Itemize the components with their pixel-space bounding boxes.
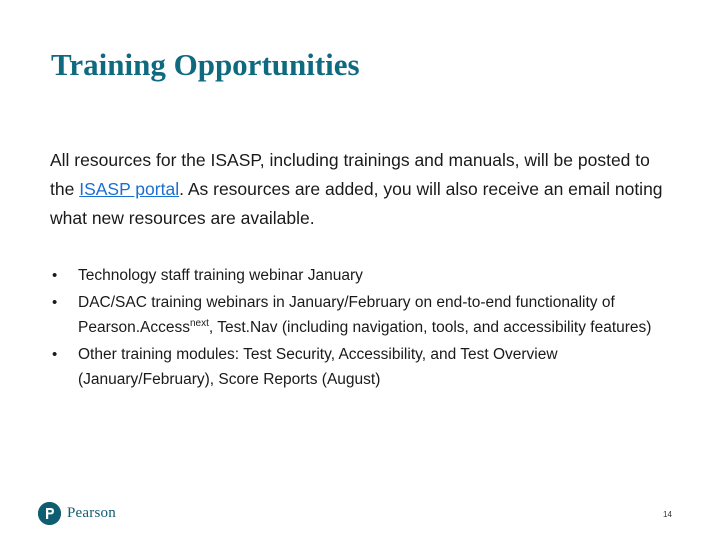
bullet-text-continued: , Test.Nav (including navigation, tools, and accessibility features) — [208, 319, 652, 336]
intro-text-before-link: All resources for the ISASP, including trainings and manuals, will be posted to the — [50, 150, 650, 199]
list-item — [50, 342, 690, 393]
bullet-icon: • — [52, 345, 58, 363]
bullet-text: DAC/SAC training webinars in January/February on end-to-end functionality of Pearson.Access — [78, 293, 615, 336]
pearson-logo-icon — [38, 502, 61, 525]
intro-text-after-link: . As resources are added, you will also receive an email noting what new resources are available. — [50, 179, 663, 228]
bullet-icon: • — [52, 293, 58, 311]
superscript-next: next — [190, 318, 209, 329]
list-item — [50, 290, 690, 341]
page-number: 14 — [663, 510, 672, 519]
bullet-text: Other training modules: Test Security, Accessibility, and Test Overview (January/February), Score Reports (August) — [78, 345, 558, 388]
bullet-icon: • — [52, 267, 58, 284]
bullet-text: Technology staff training webinar January — [78, 267, 363, 284]
intro-paragraph — [50, 146, 670, 233]
pearson-logo-text: Pearson — [67, 505, 116, 521]
pearson-p-icon — [38, 502, 61, 525]
isasp-portal-link[interactable]: ISASP portal — [79, 179, 180, 199]
pearson-logo — [38, 502, 116, 525]
bullet-list — [50, 263, 690, 393]
list-item — [50, 263, 690, 289]
slide-title: Training Opportunities — [51, 47, 360, 82]
